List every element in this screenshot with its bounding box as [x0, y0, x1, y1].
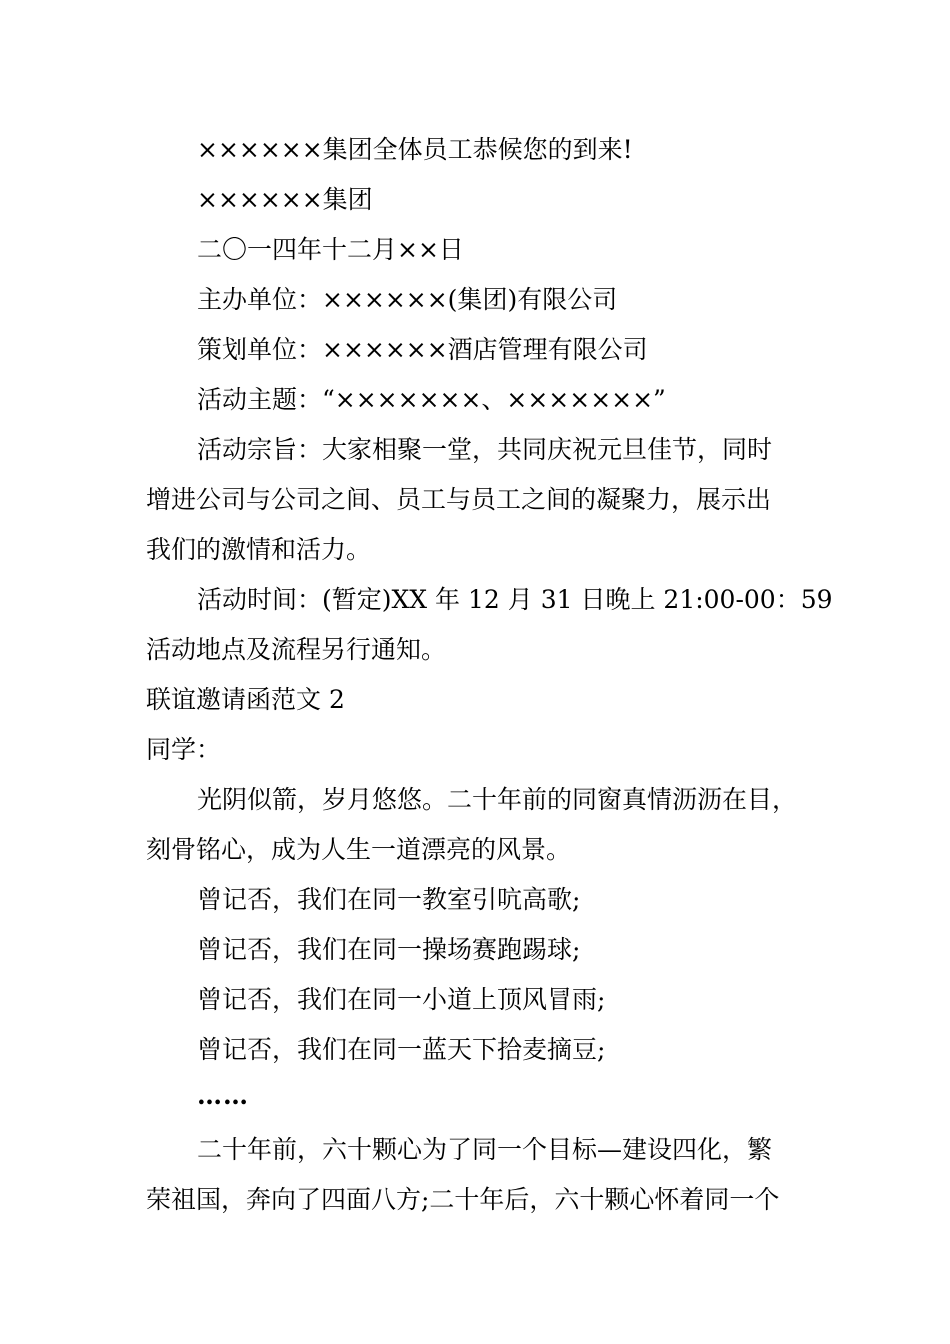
planning-organizer: 策划单位：××××××酒店管理有限公司: [197, 335, 648, 364]
event-purpose-line-2: 增进公司与公司之间、员工与员工之间的凝聚力，展示出: [146, 485, 772, 514]
event-purpose-line-3: 我们的激情和活力。: [146, 535, 372, 564]
memory-line-1: 曾记否，我们在同一教室引吭高歌;: [197, 885, 581, 914]
signature-company: ××××××集团: [197, 185, 373, 214]
salutation: 同学：: [146, 735, 222, 764]
ellipsis-line: ……: [197, 1081, 249, 1110]
section-heading: 联谊邀请函范文 2: [146, 685, 345, 714]
body-paragraph-2-line-2: 荣祖国，奔向了四面八方;二十年后，六十颗心怀着同一个: [146, 1185, 780, 1214]
memory-line-2: 曾记否，我们在同一操场赛跑踢球;: [197, 935, 581, 964]
event-theme: 活动主题：“×××××××、×××××××”: [197, 385, 666, 414]
signature-date: 二〇一四年十二月××日: [197, 235, 464, 264]
memory-line-4: 曾记否，我们在同一蓝天下拾麦摘豆;: [197, 1035, 606, 1064]
event-time: 活动时间：(暂定)XX 年 12 月 31 日晚上 21:00-00：59: [197, 585, 833, 614]
closing-line: ××××××集团全体员工恭候您的到来!: [197, 135, 633, 164]
host-organizer: 主办单位：××××××(集团)有限公司: [197, 285, 618, 314]
body-paragraph-1-line-2: 刻骨铭心，成为人生一道漂亮的风景。: [146, 835, 572, 864]
event-purpose-line-1: 活动宗旨：大家相聚一堂，共同庆祝元旦佳节，同时: [197, 435, 773, 464]
memory-line-3: 曾记否，我们在同一小道上顶风冒雨;: [197, 985, 606, 1014]
body-paragraph-1-line-1: 光阴似箭，岁月悠悠。二十年前的同窗真情沥沥在目，: [197, 785, 798, 814]
body-paragraph-2-line-1: 二十年前，六十颗心为了同一个目标—建设四化，繁: [197, 1135, 773, 1164]
event-location-note: 活动地点及流程另行通知。: [146, 635, 447, 664]
